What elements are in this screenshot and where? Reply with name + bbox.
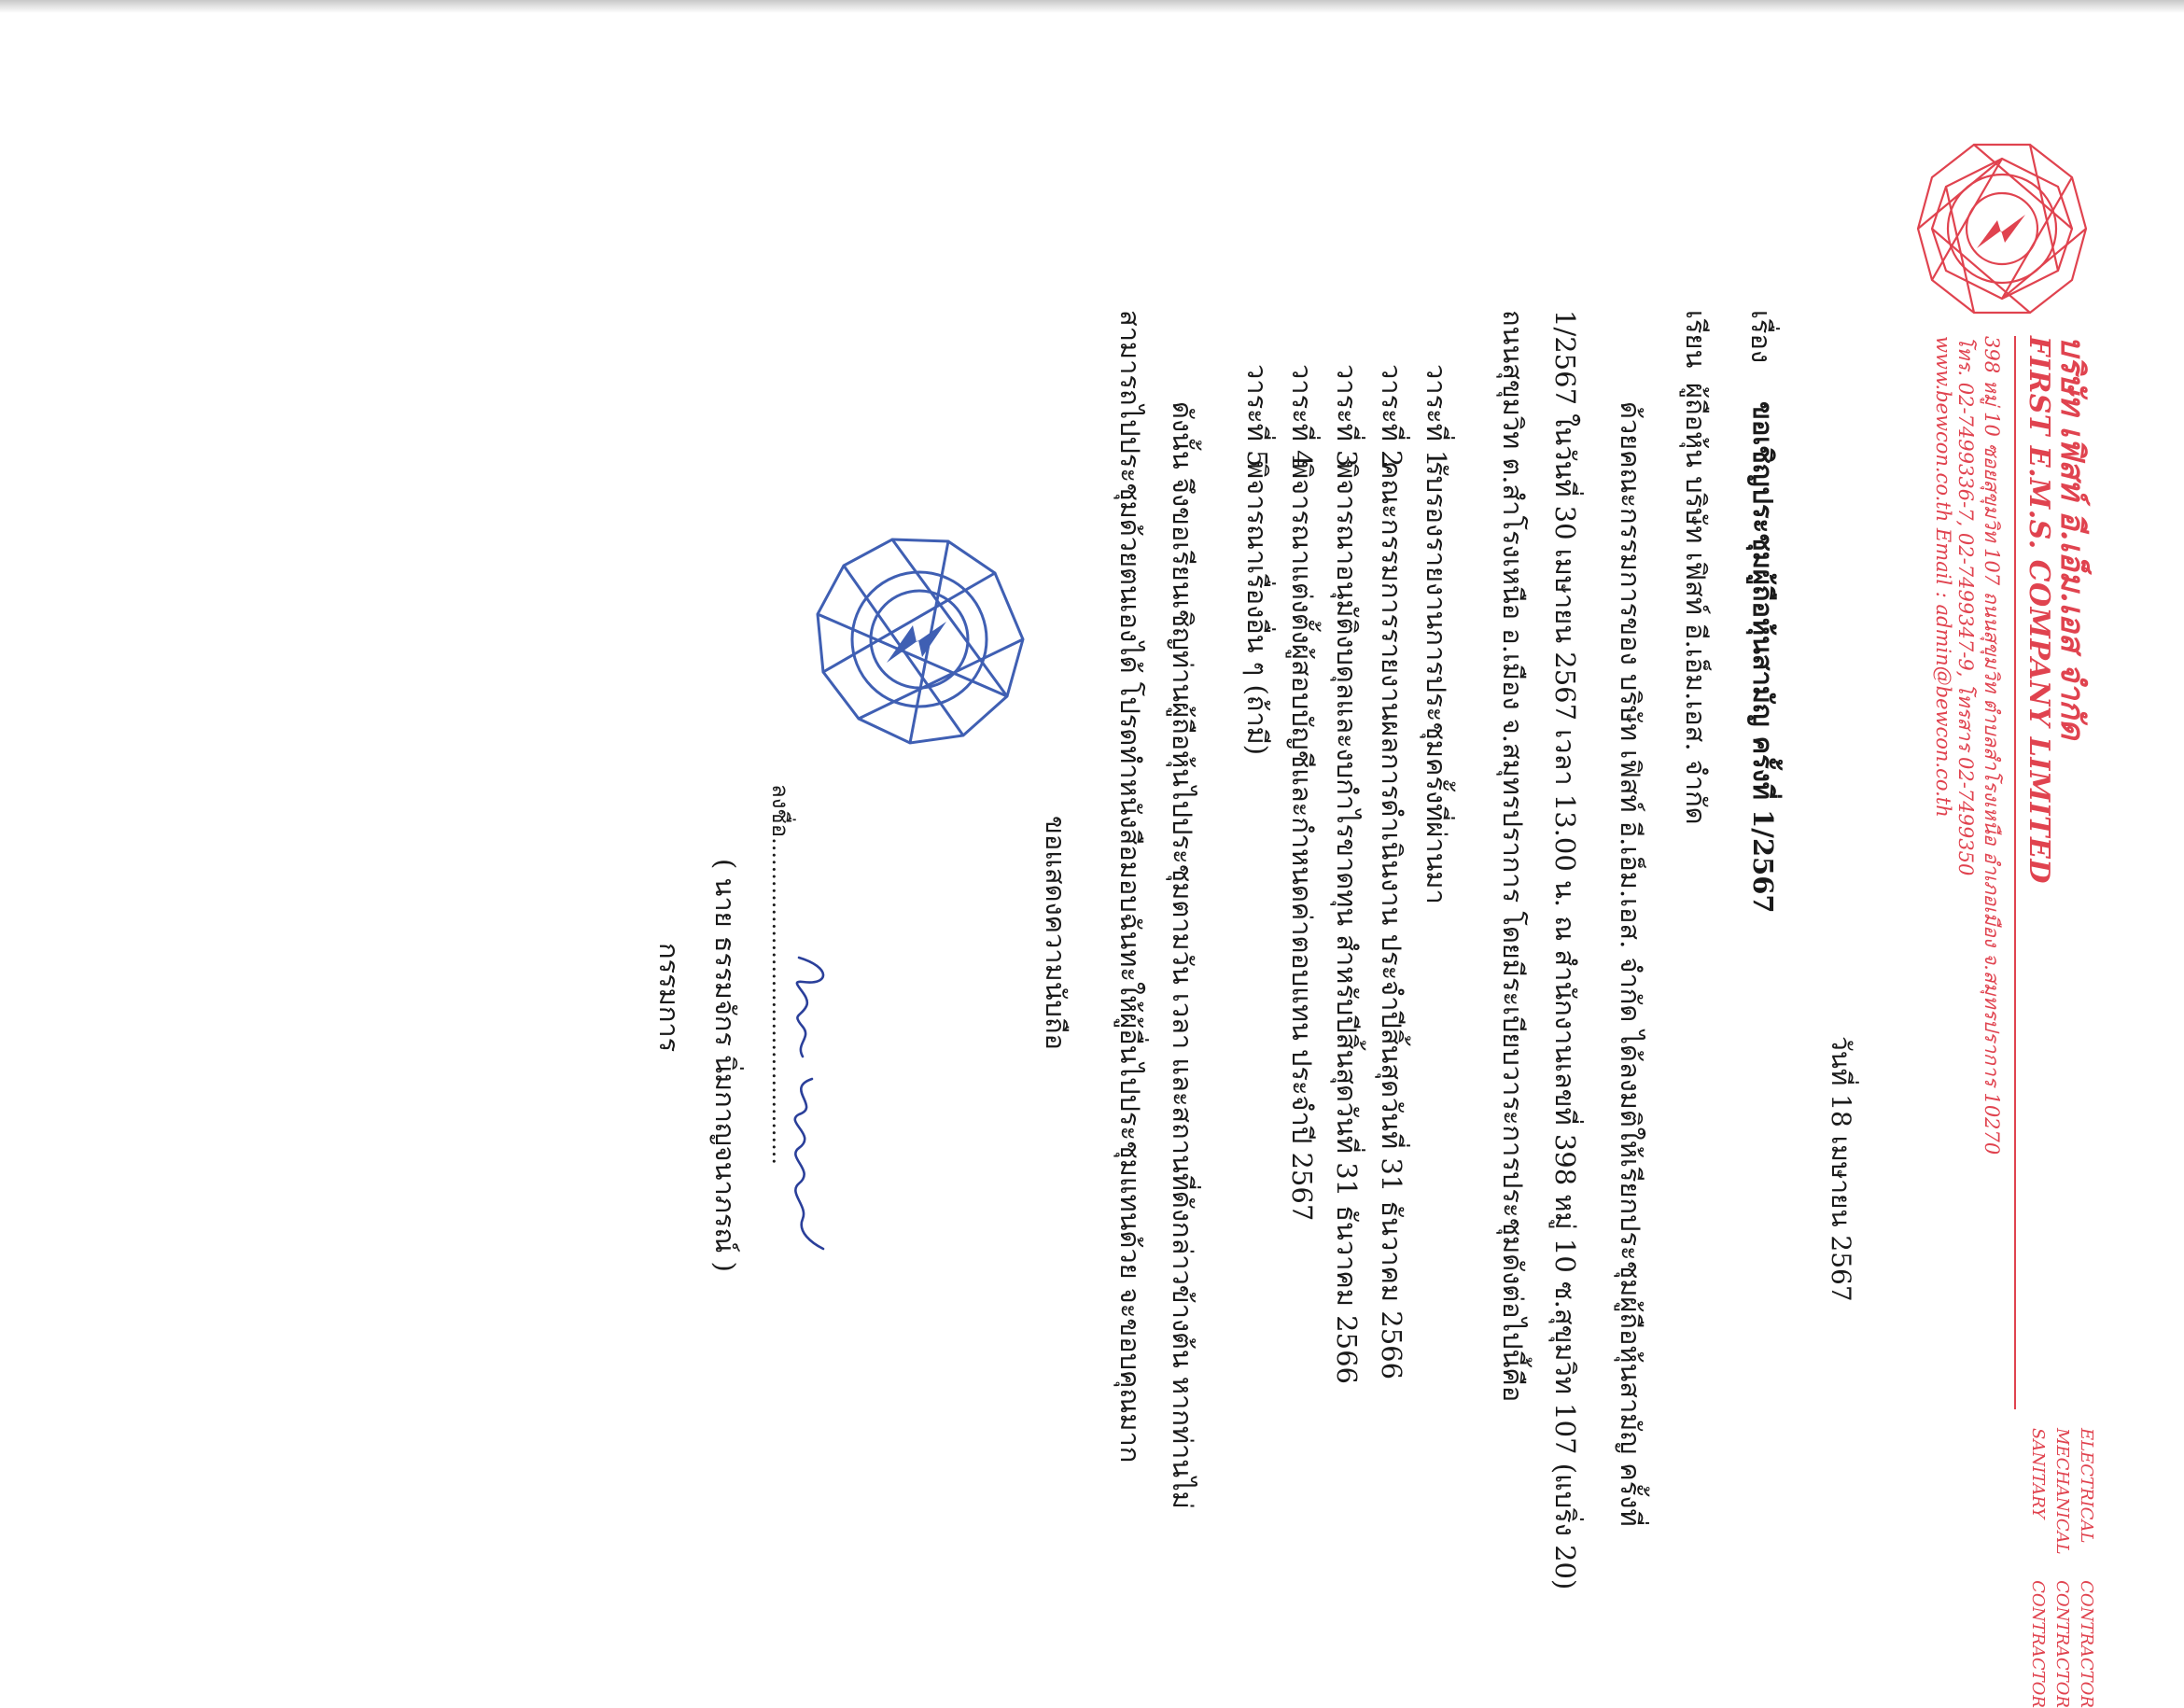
signature-line: ลงชื่อ.............................................. xyxy=(767,784,793,1166)
agenda-label: วาระที่ 2 xyxy=(1376,364,1407,468)
company-name-english: FIRST E.M.S. COMPANY LIMITED xyxy=(2023,336,2055,884)
agenda-text: พิจารณาเรื่องอื่น ๆ (ถ้ามี) xyxy=(1241,461,1273,756)
company-name-thai: บริษัท เฟิสท์ อี.เอ็ม.เอส จำกัด xyxy=(2053,336,2091,740)
company-seal xyxy=(812,532,1027,747)
company-web: www.bewcon.co.th Email : admin@bewcon.co.th xyxy=(1932,336,1954,818)
closing-line: สามารถไปประชุมด้วยตนเองได้ โปรดทำหนังสือมอบฉันทะให้ผู้อื่นไปประชุมแทนด้วย จะขอบคุณมาก xyxy=(1114,310,1146,1463)
letter-date: วันที่ 18 เมษายน 2567 xyxy=(1826,1036,1856,1302)
trade-row xyxy=(2074,1428,2098,1708)
agenda-text: พิจารณาอนุมัติงบดุลและงบกำไรขาดทุน สำหรับปีสิ้นสุดวันที่ 31 ธันวาคม 2566 xyxy=(1331,461,1363,1384)
agenda-item xyxy=(1236,364,1279,755)
agenda-item xyxy=(1325,364,1368,1384)
agenda-label: วาระที่ 1 xyxy=(1421,364,1452,468)
trade-row xyxy=(2050,1428,2074,1708)
subject-text: ขอเชิญประชุมผู้ถือหุ้นสามัญ ครั้งที่ 1/2567 xyxy=(1747,401,1779,914)
signature xyxy=(775,948,840,1256)
to-text: ผู้ถือหุ้น บริษัท เฟิสท์ อี.เอ็ม.เอส. จำกัด xyxy=(1680,383,1712,825)
subject-label: เรื่อง xyxy=(1745,310,1777,364)
agenda-item xyxy=(1370,364,1413,1379)
trade-name: ELECTRICAL xyxy=(2077,1428,2096,1544)
trade-row xyxy=(2025,1428,2050,1708)
signer-title: กรรมการ xyxy=(653,943,685,1053)
letterhead-rule xyxy=(2014,336,2016,1409)
trades-list xyxy=(2025,1428,2098,1708)
agenda-text: พิจารณาแต่งตั้งผู้สอบบัญชีและกำหนดค่าตอบแทน ประจำปี 2567 xyxy=(1286,461,1318,1222)
to-label: เรียน xyxy=(1680,310,1712,369)
trade-type: CONTRACTOR xyxy=(2028,1580,2048,1708)
company-address: 398 หมู่ 10 ซอยสุขุมวิท 107 ถนนสุขุมวิท ตำบลสำโรงเหนือ อำเภอเมือง จ.สมุทรปราการ 10270 xyxy=(1981,336,2003,1155)
trade-name: MECHANICAL xyxy=(2052,1428,2072,1555)
body-line: ถนนสุขุมวิท ต.สำโรงเหนือ อ.เมือง จ.สมุทรปราการ โดยมีระเบียบวาระการประชุมดังต่อไปนี้คือ xyxy=(1497,310,1529,1403)
company-phone: โทร. 02-7499336-7, 02-7499347-9, โทรสาร 02-7499350 xyxy=(1954,336,1977,876)
agenda-label: วาระที่ 5 xyxy=(1241,364,1273,468)
signer-name: ( นาย ธรรมจักร นิ่มกาญจนาภรณ์ ) xyxy=(709,859,741,1272)
closing-line: ดังนั้น จึงขอเรียนเชิญท่านผู้ถือหุ้นไปประชุมตามวัน เวลา และสถานที่ดังกล่าวข้างต้น หากท่านไม่ xyxy=(1167,401,1198,1509)
body-line: ด้วยคณะกรรมการของ บริษัท เฟิสท์ อี.เอ็ม.เอส. จำกัด ได้ลงมติให้เรียกประชุมผู้ถือหุ้นสามัญ ครั้งที่ xyxy=(1615,401,1646,1527)
body-line: 1/2567 ในวันที่ 30 เมษายน 2567 เวลา 13.00 น. ณ สำนักงานเลขที่ 398 หมู่ 10 ซ.สุขุมวิท 107 (แบริ่ง 20) xyxy=(1549,310,1581,1590)
company-logo xyxy=(1913,140,2091,317)
trade-type: CONTRACTOR xyxy=(2077,1580,2096,1708)
agenda-label: วาระที่ 4 xyxy=(1286,364,1318,468)
agenda-text: คณะกรรมการรายงานผลการดำเนินงาน ประจำปีสิ้นสุดวันที่ 31 ธันวาคม 2566 xyxy=(1376,461,1407,1380)
regards: ขอแสดงความนับถือ xyxy=(1040,816,1071,1050)
agenda-text: รับรองรายงานการประชุมครั้งที่ผ่านมา xyxy=(1421,461,1452,904)
agenda-label: วาระที่ 3 xyxy=(1331,364,1363,468)
trade-name: SANITARY xyxy=(2028,1428,2048,1519)
trade-type: CONTRACTOR xyxy=(2052,1580,2072,1708)
agenda-item xyxy=(1281,364,1323,1221)
agenda-item xyxy=(1415,364,1458,904)
